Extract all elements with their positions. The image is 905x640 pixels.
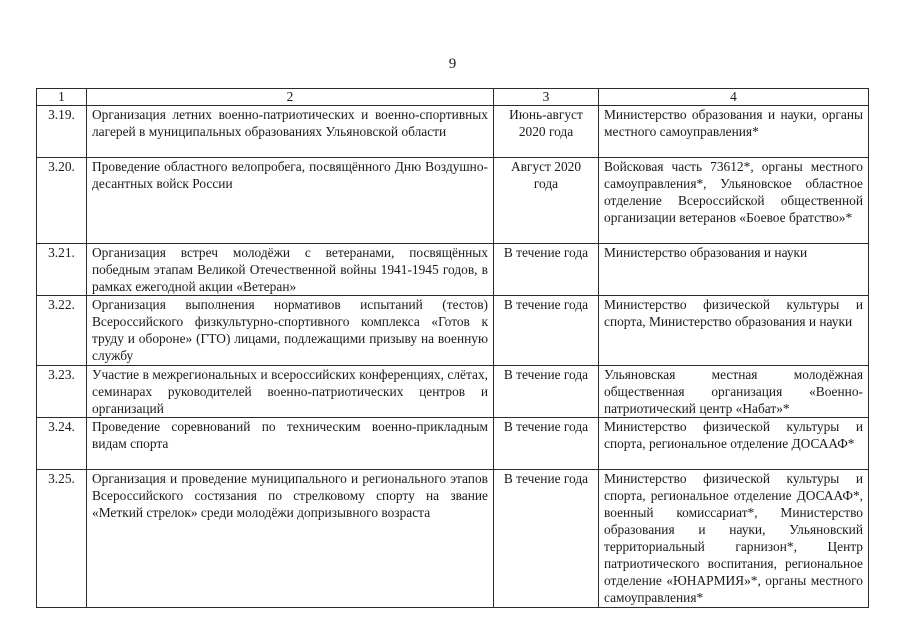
- row-number: 3.23.: [37, 366, 87, 418]
- event-term: Июнь-август 2020 года: [494, 106, 599, 158]
- event-description: Проведение соревнований по техническим военно-прикладным видам спорта: [87, 418, 494, 470]
- column-header-2: 2: [87, 89, 494, 106]
- event-term: В течение года: [494, 470, 599, 608]
- event-description: Организация встреч молодёжи с ветеранами, посвящённых победным этапам Великой Отечественной войны 1941-1945 годов, в рамках ежегодной акции «Ветеран»: [87, 244, 494, 296]
- event-term: В течение года: [494, 296, 599, 366]
- column-header-1: 1: [37, 89, 87, 106]
- table-header-row: [37, 89, 869, 106]
- event-executors: Министерство физической культуры и спорта, Министерство образования и науки: [599, 296, 869, 366]
- row-number: 3.25.: [37, 470, 87, 608]
- row-number: 3.19.: [37, 106, 87, 158]
- row-number: 3.21.: [37, 244, 87, 296]
- row-number: 3.24.: [37, 418, 87, 470]
- table-row: [37, 418, 869, 470]
- column-header-4: 4: [599, 89, 869, 106]
- event-description: Организация выполнения нормативов испытаний (тестов) Всероссийского физкультурно-спортивного комплекса «Готов к труду и обороне» (ГТО) лицами, подлежащими призыву на военную службу: [87, 296, 494, 366]
- event-description: Проведение областного велопробега, посвящённого Дню Воздушно-десантных войск России: [87, 158, 494, 244]
- table-row: [37, 106, 869, 158]
- event-term: Август 2020 года: [494, 158, 599, 244]
- row-number: 3.20.: [37, 158, 87, 244]
- event-executors: Министерство образования и науки, органы местного самоуправления*: [599, 106, 869, 158]
- table-row: [37, 244, 869, 296]
- event-term: В течение года: [494, 244, 599, 296]
- event-executors: Войсковая часть 73612*, органы местного самоуправления*, Ульяновское областное отделение Всероссийской общественной организации ветеранов «Боевое братство»*: [599, 158, 869, 244]
- row-number: 3.22.: [37, 296, 87, 366]
- column-header-3: 3: [494, 89, 599, 106]
- table-row: [37, 296, 869, 366]
- event-executors: Ульяновская местная молодёжная общественная организация «Военно-патриотический центр «Набат»*: [599, 366, 869, 418]
- event-executors: Министерство образования и науки: [599, 244, 869, 296]
- events-table: [36, 88, 869, 608]
- event-executors: Министерство физической культуры и спорта, региональное отделение ДОСААФ*: [599, 418, 869, 470]
- event-term: В течение года: [494, 418, 599, 470]
- table-row: [37, 470, 869, 608]
- event-description: Организация и проведение муниципального и регионального этапов Всероссийского состязания по стрелковому спорту на звание «Меткий стрелок» среди молодёжи допризывного возраста: [87, 470, 494, 608]
- event-term: В течение года: [494, 366, 599, 418]
- event-description: Участие в межрегиональных и всероссийских конференциях, слётах, семинарах руководителей военно-патриотических центров и организаций: [87, 366, 494, 418]
- event-executors: Министерство физической культуры и спорта, региональное отделение ДОСААФ*, военный комиссариат*, Министерство образования и науки, Ульяновский территориальный гарнизон*, Центр патриотического воспитания, региональное отделение «ЮНАРМИЯ»*, органы местного самоуправления*: [599, 470, 869, 608]
- page-number: 9: [448, 56, 457, 72]
- table-row: [37, 366, 869, 418]
- table-row: [37, 158, 869, 244]
- event-description: Организация летних военно-патриотических и военно-спортивных лагерей в муниципальных образованиях Ульяновской области: [87, 106, 494, 158]
